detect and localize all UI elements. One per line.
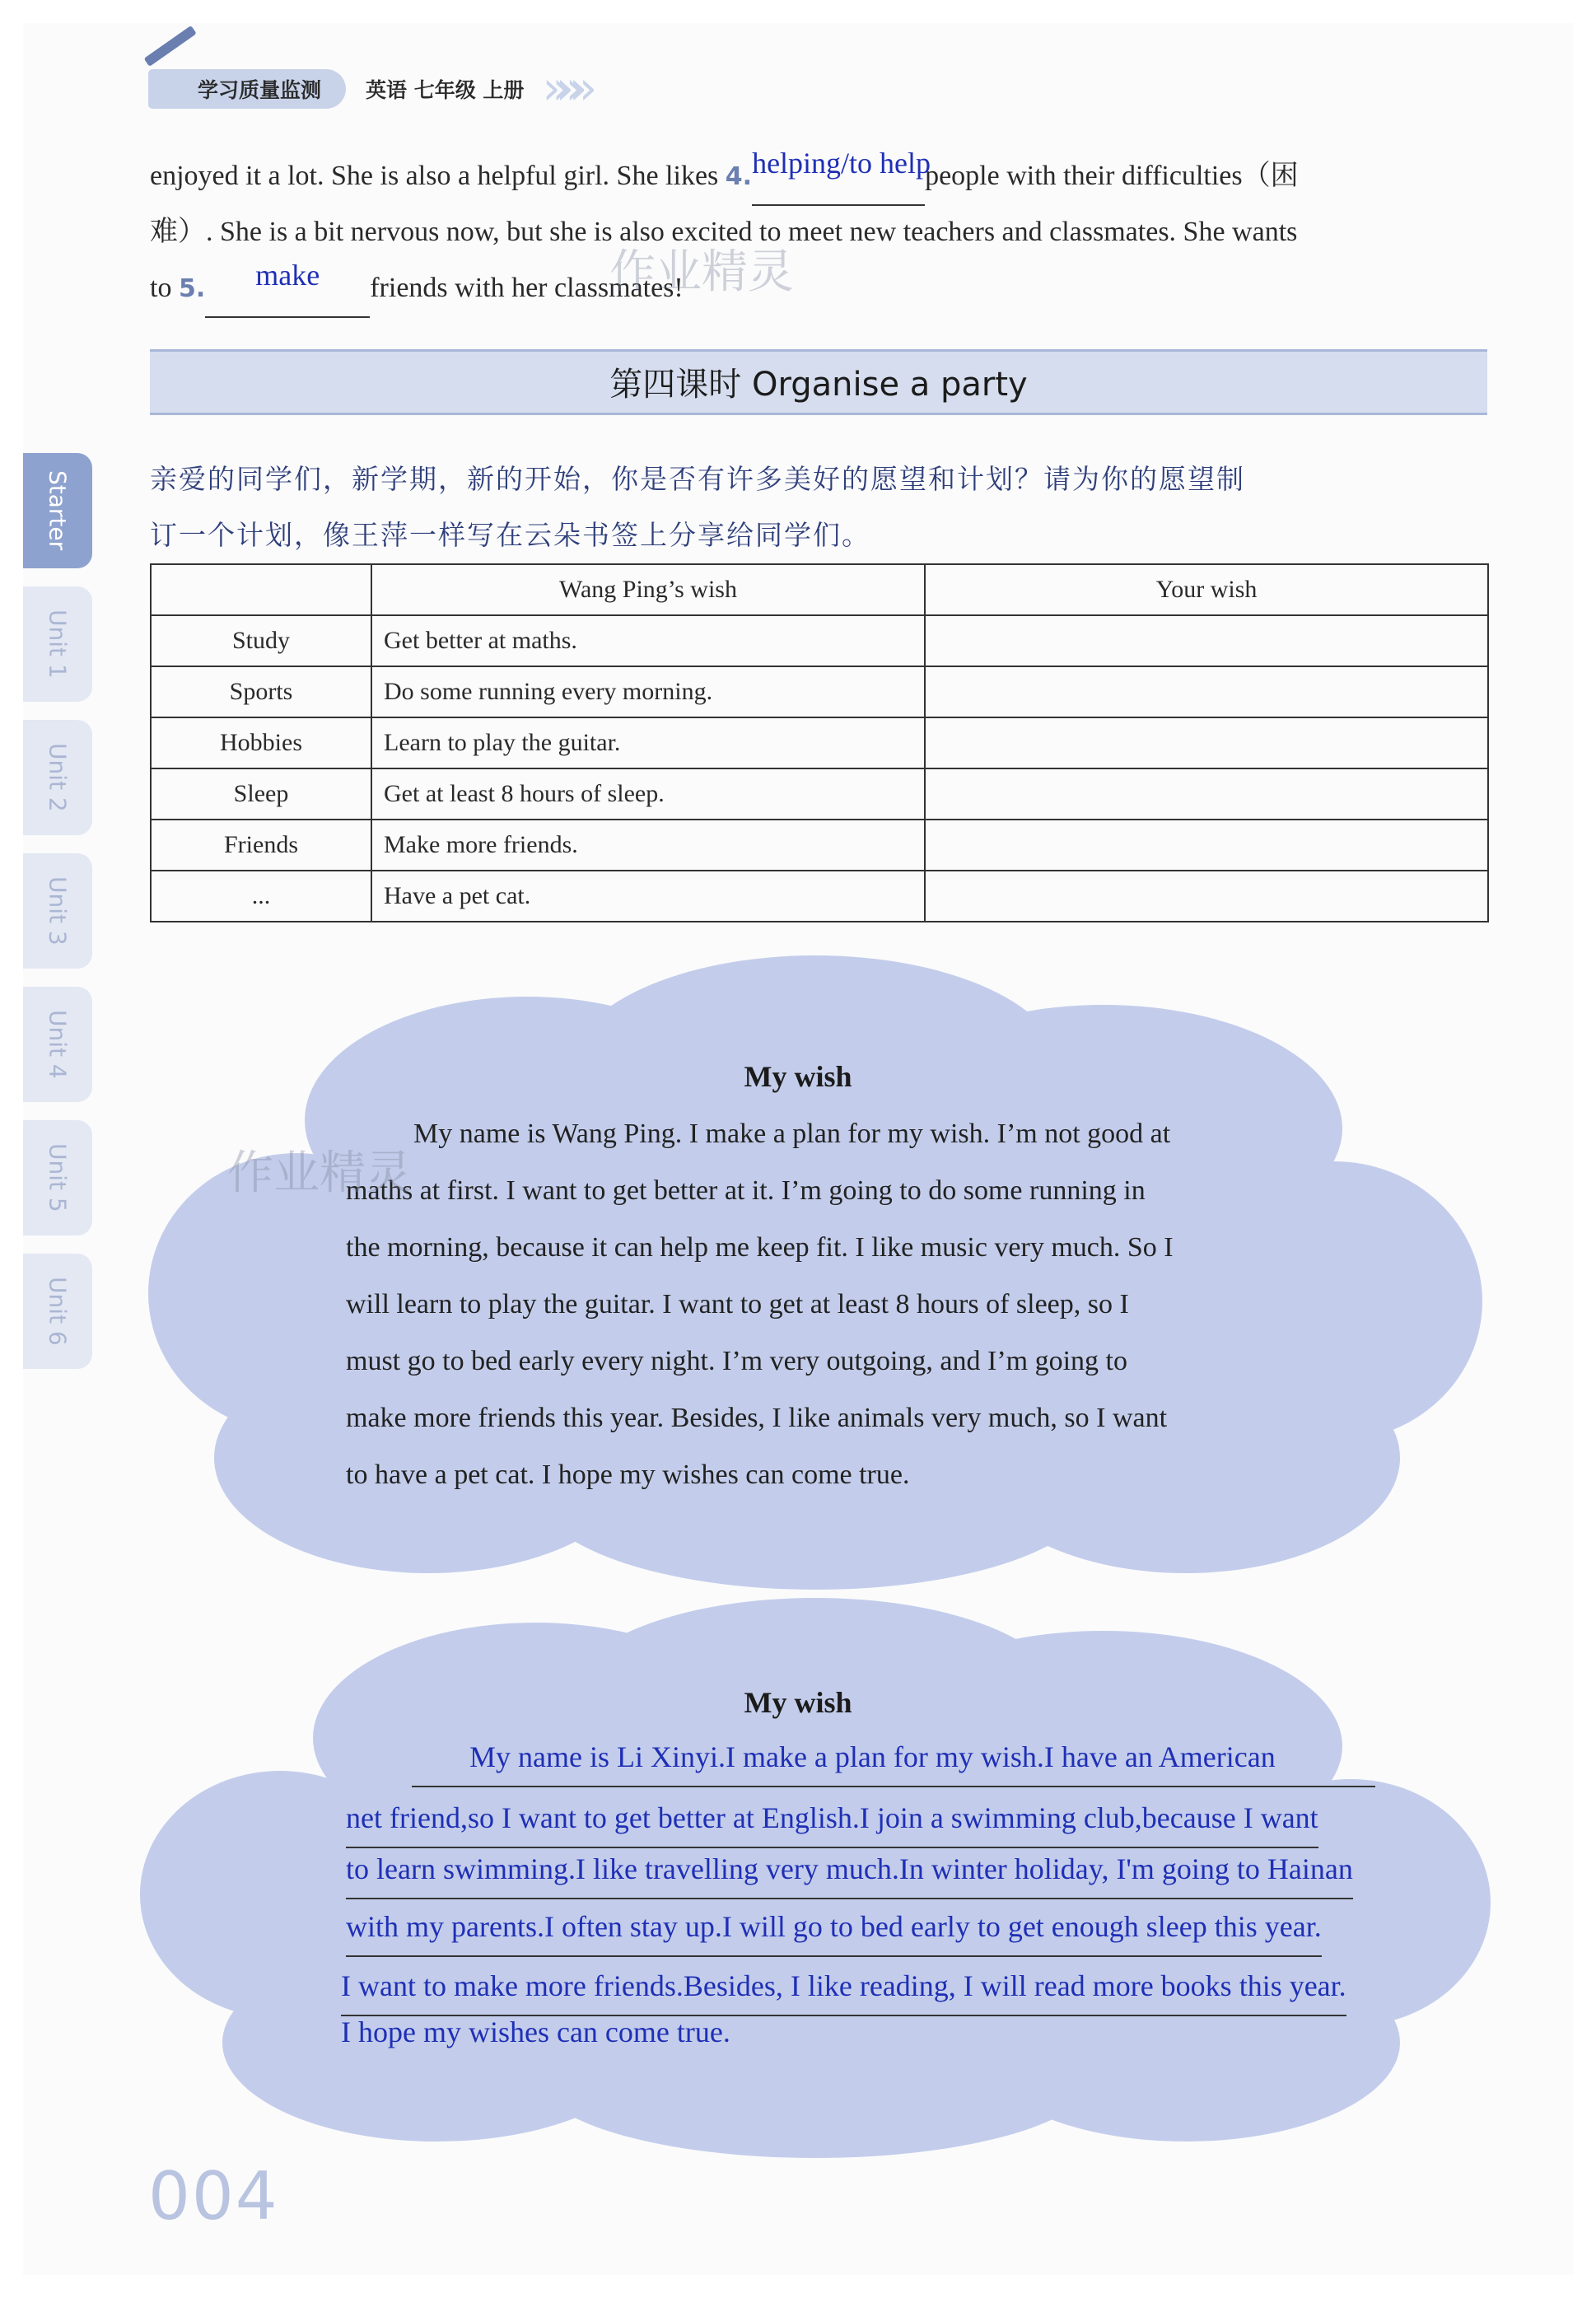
essay-line: I hope my wishes can come true. xyxy=(341,2015,730,2048)
wang-ping-wish-cell: Learn to play the guitar. xyxy=(371,717,925,768)
tab-unit-4[interactable]: Unit 4 xyxy=(23,987,92,1102)
wang-ping-wish-cell: Get better at maths. xyxy=(371,615,925,666)
page-number: 004 xyxy=(148,2158,279,2235)
essay-line: the morning, because it can help me keep fit. I like music very much. So I xyxy=(346,1232,1174,1263)
essay-line: My name is Wang Ping. I make a plan for my wish. I’m not good at xyxy=(413,1119,1171,1149)
table-header: Your wish xyxy=(925,564,1488,615)
section-intro: 亲爱的同学们，新学期，新的开始，你是否有许多美好的愿望和计划？请为你的愿望制 订一个计划，像王萍一样写在云朵书签上分享给同学们。 xyxy=(150,463,1245,551)
table-row xyxy=(151,717,1488,768)
tab-unit-3[interactable]: Unit 3 xyxy=(23,853,92,969)
essay-line: with my parents.I often stay up.I will go to bed early to get enough sleep this year. xyxy=(346,1898,1322,1957)
essay-line: make more friends this year. Besides, I like animals very much, so I want xyxy=(346,1403,1168,1433)
table-row xyxy=(151,615,1488,666)
table-header xyxy=(151,564,371,615)
wang-ping-wish-cell: Do some running every morning. xyxy=(371,666,925,717)
tab-unit-2[interactable]: Unit 2 xyxy=(23,720,92,835)
paragraph-line-2: 难）. She is a bit nervous now, but she is also excited to meet new teachers and classmates. She wants xyxy=(150,217,1298,247)
category-cell: Friends xyxy=(151,820,371,871)
your-wish-cell[interactable] xyxy=(925,871,1488,922)
essay-line: must go to bed early every night. I’m very outgoing, and I’m going to xyxy=(346,1346,1127,1376)
essay-line: net friend,so I want to get better at English.I join a swimming club,because I want xyxy=(346,1789,1318,1848)
table-row xyxy=(151,820,1488,871)
tab-unit-6[interactable]: Unit 6 xyxy=(23,1254,92,1369)
paragraph-line-3: to 5. make friends with her classmates! xyxy=(150,260,1484,318)
series-label: 学习质量监测 xyxy=(148,69,346,109)
watermark: 作业精灵 xyxy=(227,1147,412,1200)
essay-line: will learn to play the guitar. I want to get at least 8 hours of sleep, so I xyxy=(346,1289,1129,1319)
section-title: 第四课时 Organise a party xyxy=(609,366,1028,404)
category-cell: Sports xyxy=(151,666,371,717)
question-number-4: 4. xyxy=(725,162,753,191)
cloud-1-title: My wish xyxy=(744,1060,852,1093)
paragraph-line-1: enjoyed it a lot. She is also a helpful girl. She likes 4. helping/to help people with their difficulties（困 xyxy=(150,148,1484,206)
watermark: 作业精灵 xyxy=(609,245,794,299)
subject-label: 英语 七年级 上册 xyxy=(366,78,525,102)
table-row xyxy=(151,871,1488,922)
your-wish-cell[interactable] xyxy=(925,666,1488,717)
answer-blank-4[interactable] xyxy=(752,147,931,206)
essay-line: maths at first. I want to get better at it. I’m going to do some running in xyxy=(346,1175,1146,1206)
chevrons-icon: »»» xyxy=(542,62,583,115)
page-header xyxy=(148,62,583,115)
wang-ping-wish-cell: Make more friends. xyxy=(371,820,925,871)
category-cell: Hobbies xyxy=(151,717,371,768)
category-cell: ... xyxy=(151,871,371,922)
cloud-2-title: My wish xyxy=(744,1686,852,1719)
tab-starter[interactable]: Starter xyxy=(23,453,92,568)
handwritten-answer-4: helping/to help xyxy=(752,147,931,180)
table-header-row xyxy=(151,564,1488,615)
essay-line: to have a pet cat. I hope my wishes can come true. xyxy=(346,1460,910,1490)
essay-line: My name is Li Xinyi.I make a plan for my wish.I have an American xyxy=(412,1728,1375,1787)
category-cell: Study xyxy=(151,615,371,666)
essay-line: I want to make more friends.Besides, I like reading, I will read more books this year. xyxy=(341,1957,1346,2016)
question-number-5: 5. xyxy=(178,274,206,303)
table-header: Wang Ping’s wish xyxy=(371,564,925,615)
your-wish-cell[interactable] xyxy=(925,820,1488,871)
your-wish-cell[interactable] xyxy=(925,717,1488,768)
your-wish-cell[interactable] xyxy=(925,768,1488,820)
wang-ping-wish-cell: Have a pet cat. xyxy=(371,871,925,922)
wish-table xyxy=(150,563,1489,922)
cloud-1-essay xyxy=(346,1105,1291,1503)
essay-line: to learn swimming.I like travelling very much.In winter holiday, I'm going to Hainan xyxy=(346,1840,1353,1899)
category-cell: Sleep xyxy=(151,768,371,820)
answer-blank-5[interactable] xyxy=(205,260,370,318)
table-row xyxy=(151,768,1488,820)
table-row xyxy=(151,666,1488,717)
tab-unit-1[interactable]: Unit 1 xyxy=(23,586,92,702)
section-banner xyxy=(150,349,1487,415)
your-wish-cell[interactable] xyxy=(925,615,1488,666)
tab-unit-5[interactable]: Unit 5 xyxy=(23,1120,92,1235)
wang-ping-wish-cell: Get at least 8 hours of sleep. xyxy=(371,768,925,820)
handwritten-answer-5: make xyxy=(255,259,320,292)
